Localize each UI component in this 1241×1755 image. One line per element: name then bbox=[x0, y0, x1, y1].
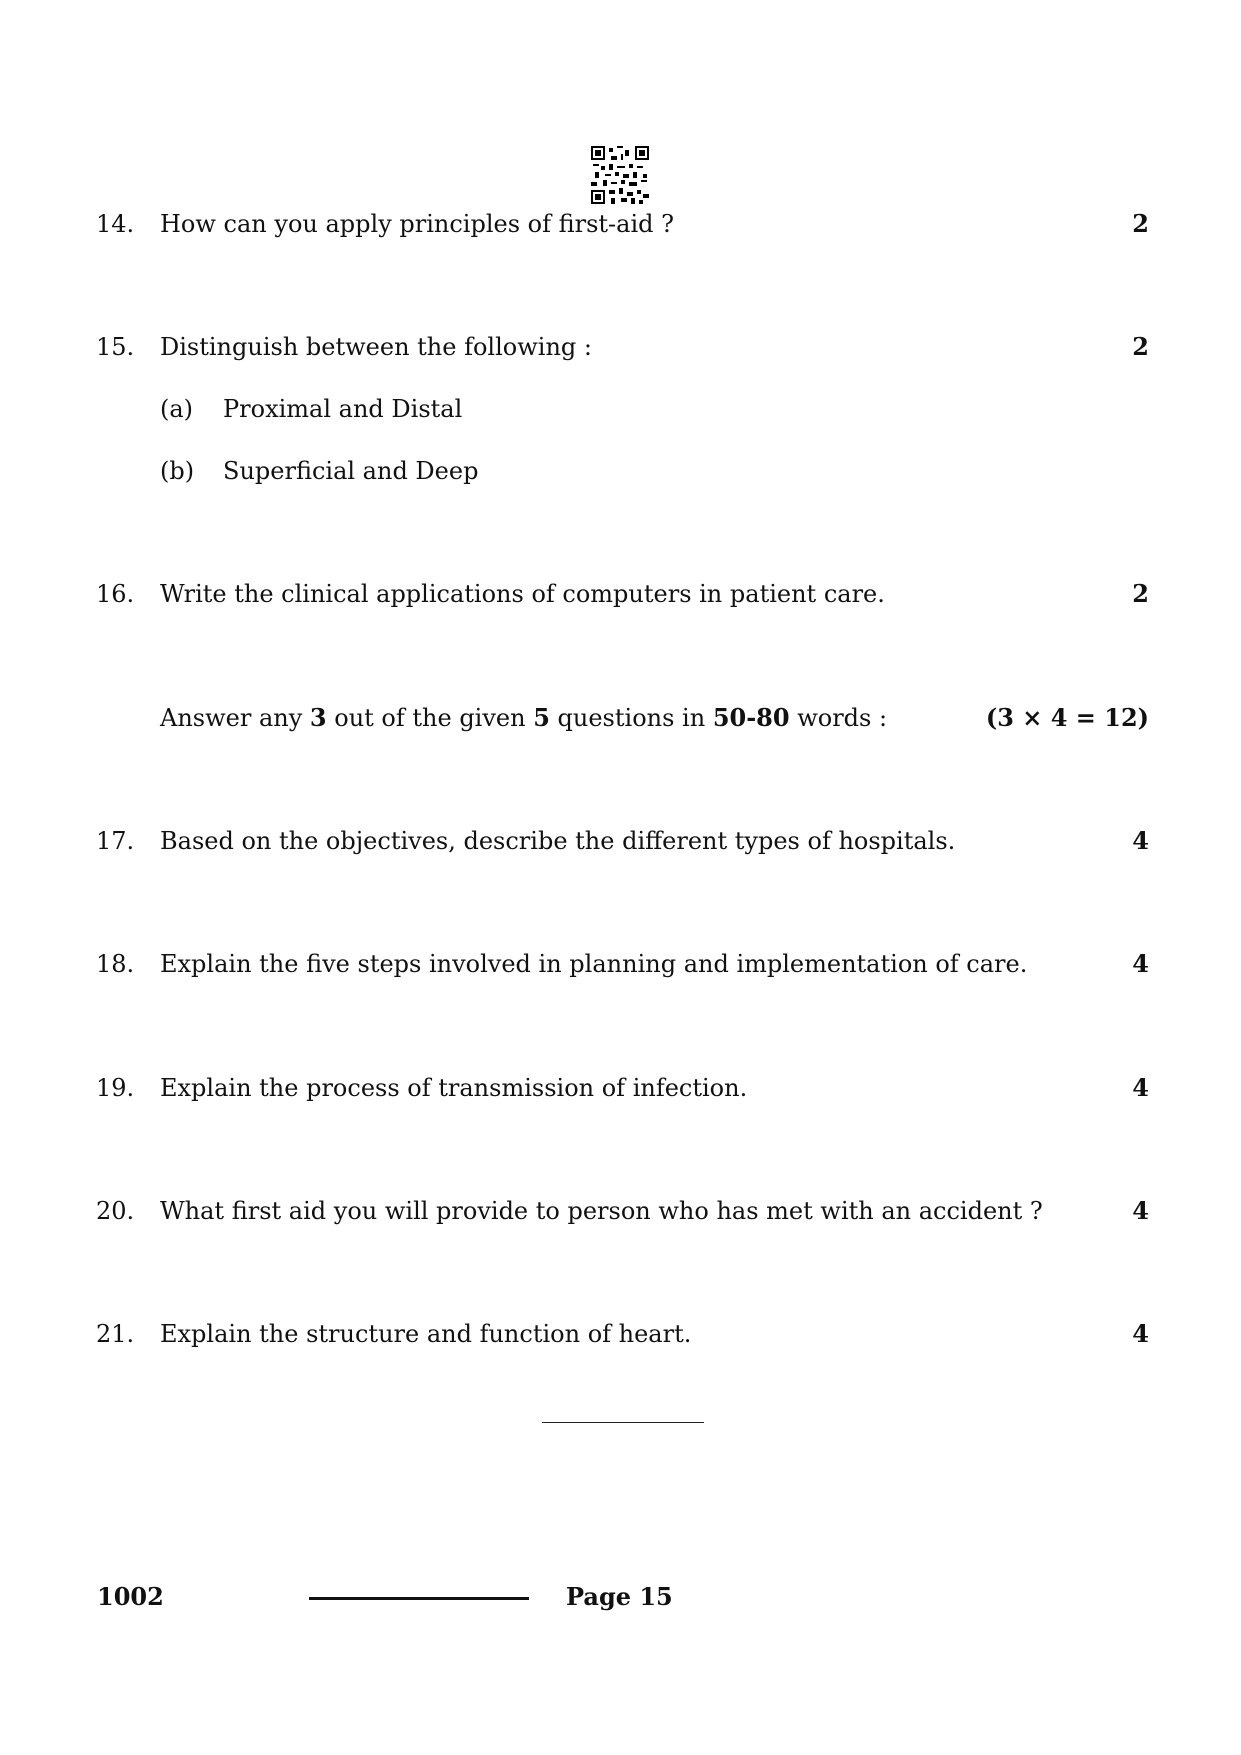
subpart-label: (a) bbox=[160, 395, 194, 423]
question-14 bbox=[0, 204, 1241, 244]
question-number: 16. bbox=[96, 580, 135, 608]
question-text: How can you apply principles of first-aid ? bbox=[160, 210, 675, 238]
question-marks: 4 bbox=[1132, 1196, 1149, 1225]
page-number: Page 15 bbox=[566, 1582, 673, 1611]
question-marks: 2 bbox=[1132, 579, 1149, 608]
question-19 bbox=[0, 1068, 1241, 1108]
instruction-text: Answer any 3 out of the given 5 questions in 50-80 words : bbox=[160, 703, 888, 732]
section-end-divider bbox=[542, 1422, 704, 1423]
subpart-a bbox=[0, 389, 1241, 429]
question-text: Distinguish between the following : bbox=[160, 333, 592, 361]
question-text: Explain the structure and function of heart. bbox=[160, 1320, 692, 1348]
question-number: 19. bbox=[96, 1074, 135, 1102]
question-number: 14. bbox=[96, 210, 135, 238]
subpart-label: (b) bbox=[160, 457, 195, 485]
question-text: What first aid you will provide to person who has met with an accident ? bbox=[160, 1197, 1043, 1225]
page-footer bbox=[0, 1577, 1241, 1617]
question-16 bbox=[0, 574, 1241, 614]
question-20 bbox=[0, 1191, 1241, 1231]
question-text: Explain the process of transmission of infection. bbox=[160, 1074, 748, 1102]
question-number: 18. bbox=[96, 950, 135, 978]
question-text: Write the clinical applications of computers in patient care. bbox=[160, 580, 885, 608]
subpart-text: Superficial and Deep bbox=[223, 457, 479, 485]
question-21 bbox=[0, 1314, 1241, 1354]
footer-rule bbox=[309, 1597, 529, 1600]
question-marks: 2 bbox=[1132, 332, 1149, 361]
question-number: 21. bbox=[96, 1320, 135, 1348]
question-marks: 4 bbox=[1132, 1073, 1149, 1102]
question-number: 20. bbox=[96, 1197, 135, 1225]
paper-code: 1002 bbox=[97, 1582, 164, 1611]
question-18 bbox=[0, 944, 1241, 984]
question-number: 17. bbox=[96, 827, 135, 855]
question-17 bbox=[0, 821, 1241, 861]
subpart-text: Proximal and Distal bbox=[223, 395, 463, 423]
question-text: Explain the five steps involved in planning and implementation of care. bbox=[160, 950, 1028, 978]
qr-code-icon bbox=[591, 146, 649, 204]
question-marks: 2 bbox=[1132, 209, 1149, 238]
question-15 bbox=[0, 327, 1241, 367]
question-marks: 4 bbox=[1132, 1319, 1149, 1348]
section-marks: (3 × 4 = 12) bbox=[985, 703, 1149, 732]
question-marks: 4 bbox=[1132, 949, 1149, 978]
section-instruction bbox=[0, 698, 1241, 738]
question-number: 15. bbox=[96, 333, 135, 361]
question-marks: 4 bbox=[1132, 826, 1149, 855]
subpart-b bbox=[0, 451, 1241, 491]
question-text: Based on the objectives, describe the different types of hospitals. bbox=[160, 827, 956, 855]
